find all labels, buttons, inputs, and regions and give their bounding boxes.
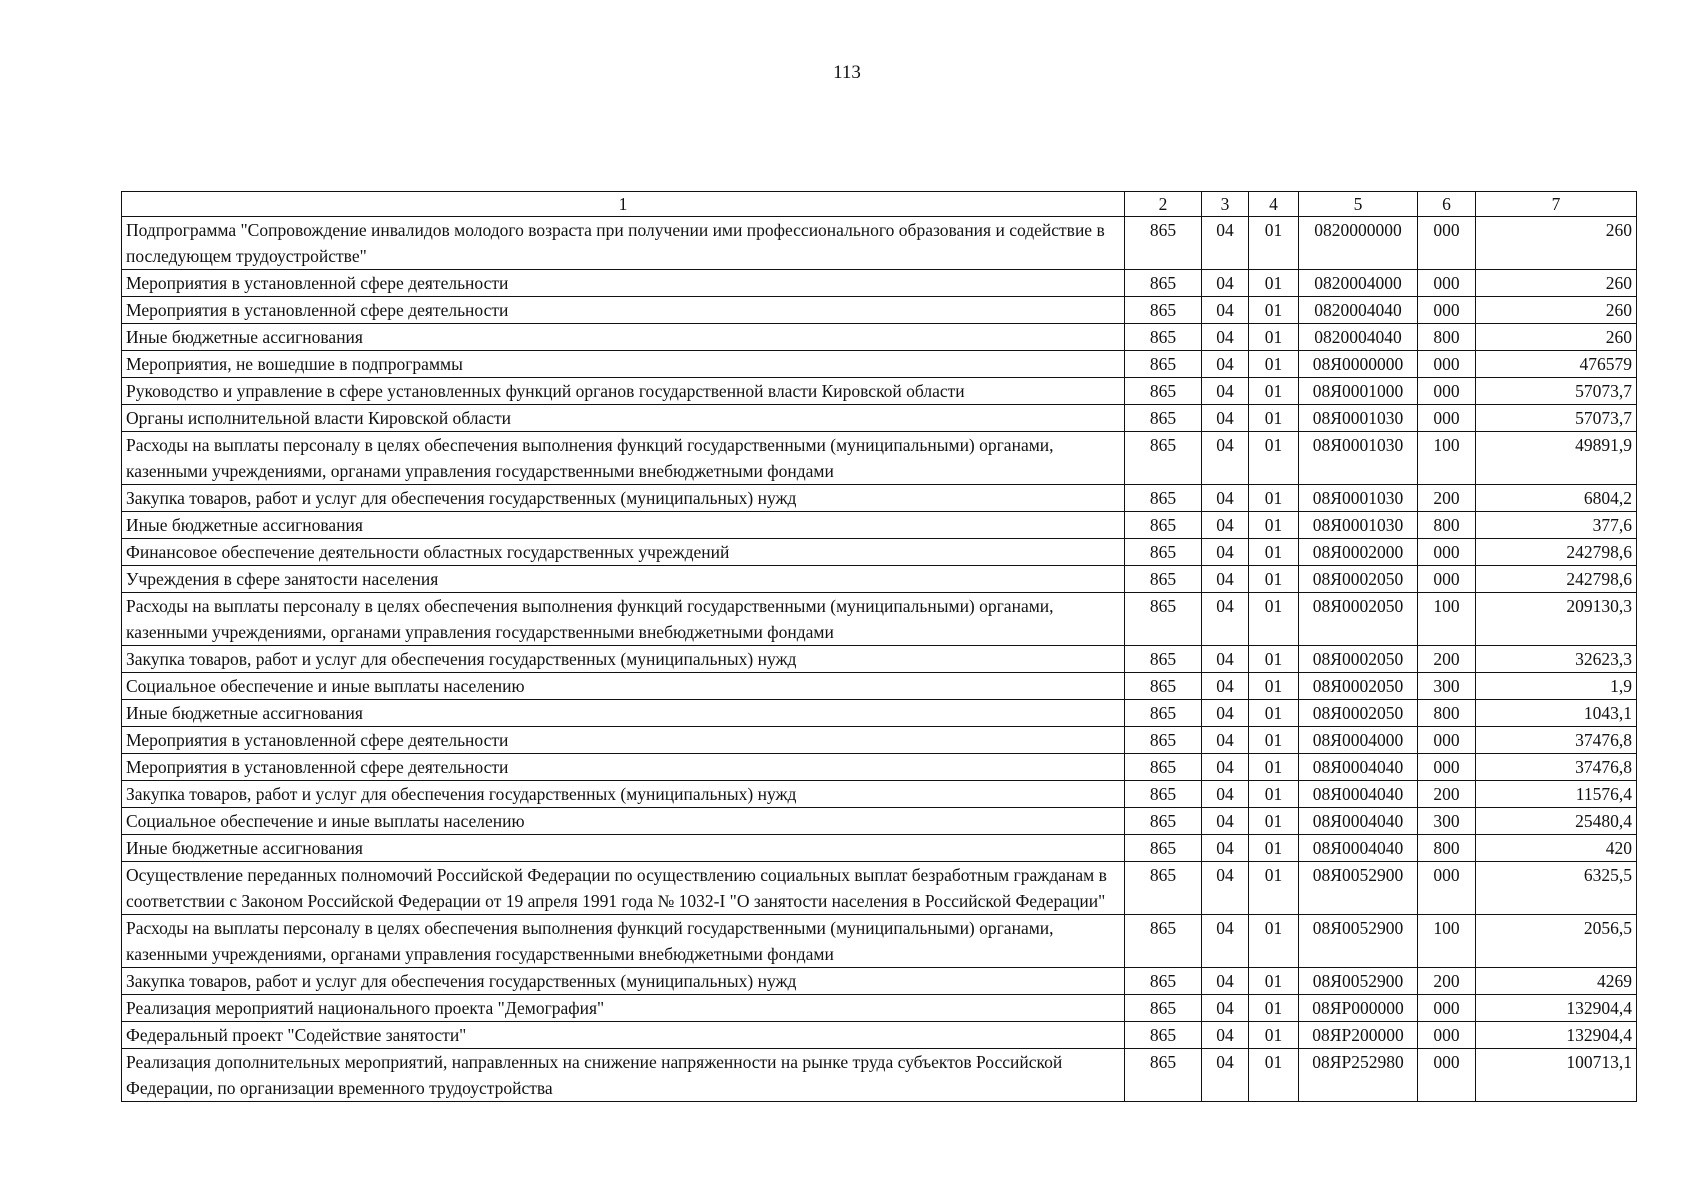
header-cell: 4	[1249, 192, 1299, 217]
item-name-cell: Руководство и управление в сфере установленных функций органов государственной власти Кировской области	[122, 378, 1125, 405]
item-name-cell: Закупка товаров, работ и услуг для обеспечения государственных (муниципальных) нужд	[122, 646, 1125, 673]
admin-code-cell: 865	[1125, 593, 1202, 646]
table-row	[122, 915, 1637, 968]
expense-type-cell: 200	[1418, 646, 1476, 673]
admin-code-cell: 865	[1125, 673, 1202, 700]
amount-cell: 377,6	[1476, 512, 1637, 539]
item-name-cell: Учреждения в сфере занятости населения	[122, 566, 1125, 593]
table-row	[122, 808, 1637, 835]
target-article-cell: 08Я0004040	[1299, 808, 1418, 835]
subsection-cell: 01	[1249, 405, 1299, 432]
table-row	[122, 593, 1637, 646]
subsection-cell: 01	[1249, 754, 1299, 781]
table-row	[122, 566, 1637, 593]
page-number: 113	[833, 62, 861, 83]
admin-code-cell: 865	[1125, 1022, 1202, 1049]
expense-type-cell: 800	[1418, 700, 1476, 727]
section-cell: 04	[1202, 566, 1249, 593]
table-row	[122, 351, 1637, 378]
table-row	[122, 995, 1637, 1022]
table-row	[122, 862, 1637, 915]
admin-code-cell: 865	[1125, 405, 1202, 432]
item-name-cell: Подпрограмма "Сопровождение инвалидов молодого возраста при получении ими профессионального образования и содействие в последующем трудоустройстве"	[122, 217, 1125, 270]
target-article-cell: 0820004000	[1299, 270, 1418, 297]
target-article-cell: 08Я0052900	[1299, 915, 1418, 968]
section-cell: 04	[1202, 835, 1249, 862]
expense-type-cell: 100	[1418, 593, 1476, 646]
item-name-cell: Социальное обеспечение и иные выплаты населению	[122, 673, 1125, 700]
amount-cell: 4269	[1476, 968, 1637, 995]
section-cell: 04	[1202, 539, 1249, 566]
target-article-cell: 08Я0002050	[1299, 700, 1418, 727]
target-article-cell: 08Я0002050	[1299, 593, 1418, 646]
header-cell: 3	[1202, 192, 1249, 217]
table-row	[122, 1022, 1637, 1049]
admin-code-cell: 865	[1125, 485, 1202, 512]
expense-type-cell: 800	[1418, 835, 1476, 862]
section-cell: 04	[1202, 862, 1249, 915]
expense-type-cell: 000	[1418, 862, 1476, 915]
amount-cell: 37476,8	[1476, 727, 1637, 754]
subsection-cell: 01	[1249, 862, 1299, 915]
subsection-cell: 01	[1249, 217, 1299, 270]
admin-code-cell: 865	[1125, 217, 1202, 270]
item-name-cell: Иные бюджетные ассигнования	[122, 324, 1125, 351]
table-row	[122, 378, 1637, 405]
section-cell: 04	[1202, 324, 1249, 351]
expense-type-cell: 000	[1418, 727, 1476, 754]
admin-code-cell: 865	[1125, 539, 1202, 566]
admin-code-cell: 865	[1125, 835, 1202, 862]
section-cell: 04	[1202, 1049, 1249, 1102]
subsection-cell: 01	[1249, 432, 1299, 485]
header-cell: 6	[1418, 192, 1476, 217]
item-name-cell: Закупка товаров, работ и услуг для обеспечения государственных (муниципальных) нужд	[122, 781, 1125, 808]
target-article-cell: 08Я0004040	[1299, 754, 1418, 781]
item-name-cell: Расходы на выплаты персоналу в целях обеспечения выполнения функций государственными (муниципальными) органами, казенными учреждениями, органами управления государственными внебюджетными фондами	[122, 915, 1125, 968]
admin-code-cell: 865	[1125, 1049, 1202, 1102]
admin-code-cell: 865	[1125, 512, 1202, 539]
admin-code-cell: 865	[1125, 432, 1202, 485]
header-cell: 5	[1299, 192, 1418, 217]
target-article-cell: 0820004040	[1299, 297, 1418, 324]
item-name-cell: Иные бюджетные ассигнования	[122, 835, 1125, 862]
amount-cell: 1043,1	[1476, 700, 1637, 727]
table-row	[122, 297, 1637, 324]
table-row	[122, 754, 1637, 781]
section-cell: 04	[1202, 512, 1249, 539]
subsection-cell: 01	[1249, 270, 1299, 297]
amount-cell: 37476,8	[1476, 754, 1637, 781]
subsection-cell: 01	[1249, 512, 1299, 539]
item-name-cell: Иные бюджетные ассигнования	[122, 512, 1125, 539]
expense-type-cell: 200	[1418, 781, 1476, 808]
admin-code-cell: 865	[1125, 351, 1202, 378]
amount-cell: 6325,5	[1476, 862, 1637, 915]
amount-cell: 242798,6	[1476, 539, 1637, 566]
target-article-cell: 08Я0001000	[1299, 378, 1418, 405]
expense-type-cell: 100	[1418, 915, 1476, 968]
expense-type-cell: 800	[1418, 324, 1476, 351]
item-name-cell: Федеральный проект "Содействие занятости"	[122, 1022, 1125, 1049]
subsection-cell: 01	[1249, 324, 1299, 351]
target-article-cell: 08Я0004040	[1299, 835, 1418, 862]
target-article-cell: 0820000000	[1299, 217, 1418, 270]
target-article-cell: 08Я0001030	[1299, 512, 1418, 539]
expense-type-cell: 000	[1418, 995, 1476, 1022]
section-cell: 04	[1202, 351, 1249, 378]
target-article-cell: 08Я0004040	[1299, 781, 1418, 808]
amount-cell: 476579	[1476, 351, 1637, 378]
item-name-cell: Мероприятия в установленной сфере деятельности	[122, 727, 1125, 754]
table-row	[122, 781, 1637, 808]
section-cell: 04	[1202, 1022, 1249, 1049]
table-row	[122, 539, 1637, 566]
table-row	[122, 512, 1637, 539]
section-cell: 04	[1202, 432, 1249, 485]
item-name-cell: Мероприятия в установленной сфере деятельности	[122, 270, 1125, 297]
expense-type-cell: 000	[1418, 297, 1476, 324]
amount-cell: 1,9	[1476, 673, 1637, 700]
amount-cell: 260	[1476, 324, 1637, 351]
section-cell: 04	[1202, 808, 1249, 835]
expense-type-cell: 300	[1418, 673, 1476, 700]
table-row	[122, 835, 1637, 862]
target-article-cell: 08Я0052900	[1299, 968, 1418, 995]
target-article-cell: 08Я0002050	[1299, 646, 1418, 673]
section-cell: 04	[1202, 781, 1249, 808]
target-article-cell: 08Я0004000	[1299, 727, 1418, 754]
subsection-cell: 01	[1249, 995, 1299, 1022]
item-name-cell: Социальное обеспечение и иные выплаты населению	[122, 808, 1125, 835]
item-name-cell: Мероприятия, не вошедшие в подпрограммы	[122, 351, 1125, 378]
subsection-cell: 01	[1249, 727, 1299, 754]
admin-code-cell: 865	[1125, 781, 1202, 808]
admin-code-cell: 865	[1125, 968, 1202, 995]
item-name-cell: Реализация мероприятий национального проекта "Демография"	[122, 995, 1125, 1022]
table-row	[122, 673, 1637, 700]
table-row	[122, 727, 1637, 754]
subsection-cell: 01	[1249, 378, 1299, 405]
subsection-cell: 01	[1249, 915, 1299, 968]
table-row	[122, 968, 1637, 995]
admin-code-cell: 865	[1125, 727, 1202, 754]
item-name-cell: Органы исполнительной власти Кировской области	[122, 405, 1125, 432]
expense-type-cell: 000	[1418, 566, 1476, 593]
table-row	[122, 432, 1637, 485]
amount-cell: 11576,4	[1476, 781, 1637, 808]
subsection-cell: 01	[1249, 539, 1299, 566]
expense-type-cell: 000	[1418, 539, 1476, 566]
amount-cell: 6804,2	[1476, 485, 1637, 512]
target-article-cell: 08Я0001030	[1299, 432, 1418, 485]
subsection-cell: 01	[1249, 485, 1299, 512]
item-name-cell: Иные бюджетные ассигнования	[122, 700, 1125, 727]
admin-code-cell: 865	[1125, 700, 1202, 727]
header-cell: 2	[1125, 192, 1202, 217]
table-header	[122, 192, 1637, 217]
amount-cell: 260	[1476, 270, 1637, 297]
target-article-cell: 08Я0001030	[1299, 405, 1418, 432]
section-cell: 04	[1202, 217, 1249, 270]
section-cell: 04	[1202, 593, 1249, 646]
section-cell: 04	[1202, 297, 1249, 324]
amount-cell: 420	[1476, 835, 1637, 862]
item-name-cell: Закупка товаров, работ и услуг для обеспечения государственных (муниципальных) нужд	[122, 485, 1125, 512]
header-row	[122, 192, 1637, 217]
amount-cell: 49891,9	[1476, 432, 1637, 485]
item-name-cell: Закупка товаров, работ и услуг для обеспечения государственных (муниципальных) нужд	[122, 968, 1125, 995]
section-cell: 04	[1202, 727, 1249, 754]
item-name-cell: Расходы на выплаты персоналу в целях обеспечения выполнения функций государственными (муниципальными) органами, казенными учреждениями, органами управления государственными внебюджетными фондами	[122, 432, 1125, 485]
item-name-cell: Финансовое обеспечение деятельности областных государственных учреждений	[122, 539, 1125, 566]
expense-type-cell: 000	[1418, 378, 1476, 405]
admin-code-cell: 865	[1125, 915, 1202, 968]
expense-type-cell: 000	[1418, 1049, 1476, 1102]
table-row	[122, 324, 1637, 351]
table-row	[122, 485, 1637, 512]
section-cell: 04	[1202, 995, 1249, 1022]
section-cell: 04	[1202, 270, 1249, 297]
admin-code-cell: 865	[1125, 862, 1202, 915]
subsection-cell: 01	[1249, 700, 1299, 727]
section-cell: 04	[1202, 915, 1249, 968]
amount-cell: 132904,4	[1476, 995, 1637, 1022]
amount-cell: 2056,5	[1476, 915, 1637, 968]
section-cell: 04	[1202, 405, 1249, 432]
table-row	[122, 1049, 1637, 1102]
expense-type-cell: 000	[1418, 217, 1476, 270]
admin-code-cell: 865	[1125, 324, 1202, 351]
target-article-cell: 08Я0002050	[1299, 566, 1418, 593]
subsection-cell: 01	[1249, 566, 1299, 593]
target-article-cell: 08Я0002050	[1299, 673, 1418, 700]
amount-cell: 260	[1476, 217, 1637, 270]
target-article-cell: 08Я0052900	[1299, 862, 1418, 915]
subsection-cell: 01	[1249, 646, 1299, 673]
subsection-cell: 01	[1249, 835, 1299, 862]
target-article-cell: 0820004040	[1299, 324, 1418, 351]
target-article-cell: 08Я0001030	[1299, 485, 1418, 512]
amount-cell: 57073,7	[1476, 405, 1637, 432]
section-cell: 04	[1202, 646, 1249, 673]
subsection-cell: 01	[1249, 297, 1299, 324]
section-cell: 04	[1202, 968, 1249, 995]
target-article-cell: 08ЯР252980	[1299, 1049, 1418, 1102]
table-row	[122, 646, 1637, 673]
subsection-cell: 01	[1249, 968, 1299, 995]
header-cell: 7	[1476, 192, 1637, 217]
table-row	[122, 405, 1637, 432]
amount-cell: 57073,7	[1476, 378, 1637, 405]
subsection-cell: 01	[1249, 781, 1299, 808]
admin-code-cell: 865	[1125, 995, 1202, 1022]
admin-code-cell: 865	[1125, 270, 1202, 297]
subsection-cell: 01	[1249, 673, 1299, 700]
target-article-cell: 08ЯР000000	[1299, 995, 1418, 1022]
table-body	[122, 217, 1637, 1102]
expense-type-cell: 800	[1418, 512, 1476, 539]
subsection-cell: 01	[1249, 593, 1299, 646]
admin-code-cell: 865	[1125, 754, 1202, 781]
section-cell: 04	[1202, 700, 1249, 727]
admin-code-cell: 865	[1125, 297, 1202, 324]
admin-code-cell: 865	[1125, 646, 1202, 673]
admin-code-cell: 865	[1125, 566, 1202, 593]
subsection-cell: 01	[1249, 1049, 1299, 1102]
section-cell: 04	[1202, 673, 1249, 700]
expense-type-cell: 000	[1418, 351, 1476, 378]
header-cell: 1	[122, 192, 1125, 217]
amount-cell: 242798,6	[1476, 566, 1637, 593]
target-article-cell: 08Я0002000	[1299, 539, 1418, 566]
subsection-cell: 01	[1249, 1022, 1299, 1049]
target-article-cell: 08Я0000000	[1299, 351, 1418, 378]
expense-type-cell: 200	[1418, 968, 1476, 995]
expense-type-cell: 000	[1418, 754, 1476, 781]
item-name-cell: Мероприятия в установленной сфере деятельности	[122, 754, 1125, 781]
item-name-cell: Реализация дополнительных мероприятий, направленных на снижение напряженности на рынке труда субъектов Российской Федерации, по организации временного трудоустройства	[122, 1049, 1125, 1102]
subsection-cell: 01	[1249, 808, 1299, 835]
admin-code-cell: 865	[1125, 808, 1202, 835]
amount-cell: 209130,3	[1476, 593, 1637, 646]
amount-cell: 132904,4	[1476, 1022, 1637, 1049]
item-name-cell: Мероприятия в установленной сфере деятельности	[122, 297, 1125, 324]
section-cell: 04	[1202, 754, 1249, 781]
expense-type-cell: 200	[1418, 485, 1476, 512]
admin-code-cell: 865	[1125, 378, 1202, 405]
table-row	[122, 217, 1637, 270]
amount-cell: 100713,1	[1476, 1049, 1637, 1102]
amount-cell: 260	[1476, 297, 1637, 324]
budget-table	[121, 191, 1637, 1102]
section-cell: 04	[1202, 485, 1249, 512]
expense-type-cell: 000	[1418, 405, 1476, 432]
table-row	[122, 270, 1637, 297]
target-article-cell: 08ЯР200000	[1299, 1022, 1418, 1049]
expense-type-cell: 000	[1418, 1022, 1476, 1049]
expense-type-cell: 100	[1418, 432, 1476, 485]
amount-cell: 32623,3	[1476, 646, 1637, 673]
expense-type-cell: 300	[1418, 808, 1476, 835]
subsection-cell: 01	[1249, 351, 1299, 378]
section-cell: 04	[1202, 378, 1249, 405]
item-name-cell: Расходы на выплаты персоналу в целях обеспечения выполнения функций государственными (муниципальными) органами, казенными учреждениями, органами управления государственными внебюджетными фондами	[122, 593, 1125, 646]
amount-cell: 25480,4	[1476, 808, 1637, 835]
expense-type-cell: 000	[1418, 270, 1476, 297]
item-name-cell: Осуществление переданных полномочий Российской Федерации по осуществлению социальных выплат безработным гражданам в соответствии с Законом Российской Федерации от 19 апреля 1991 года № 1032-I "О занятости населения в Российской Федерации"	[122, 862, 1125, 915]
table-row	[122, 700, 1637, 727]
